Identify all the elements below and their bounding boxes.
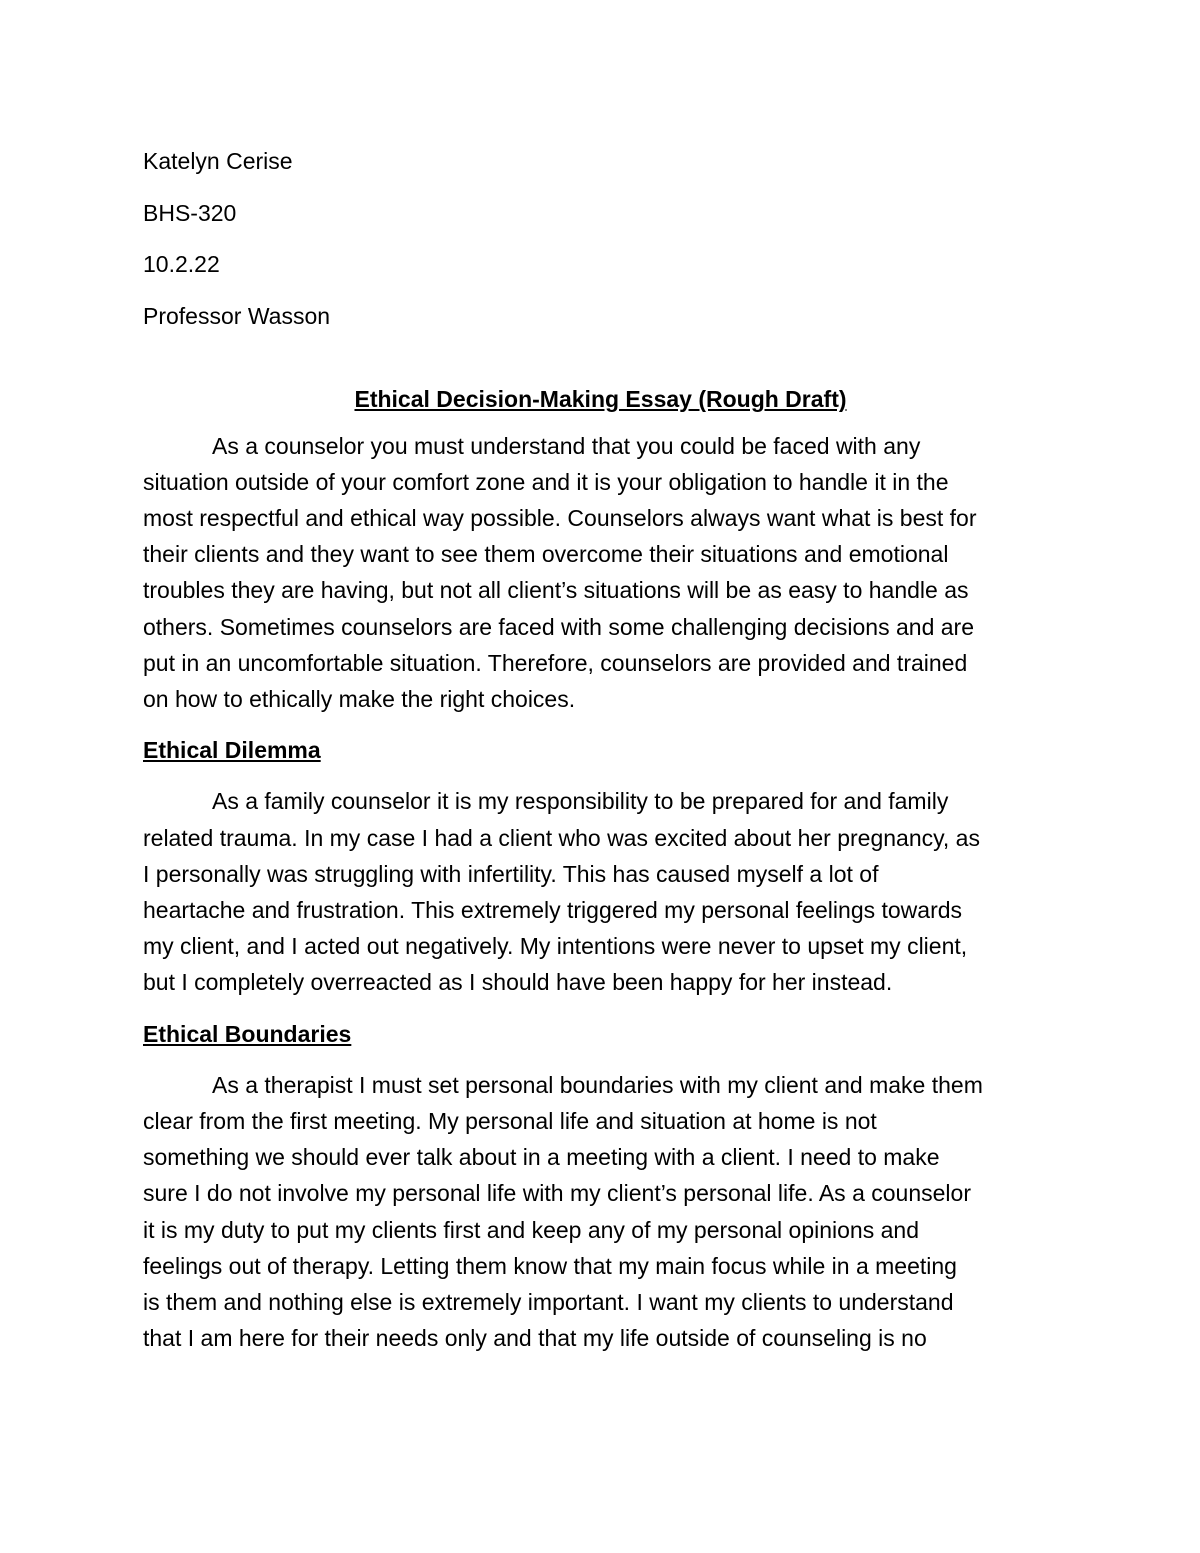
essay-title: Ethical Decision-Making Essay (Rough Draft) [354,386,847,413]
course-code: BHS-320 [143,199,237,226]
paragraph-line: put in an uncomfortable situation. Therefore, counselors are provided and trained [143,649,968,676]
paragraph-line: related trauma. In my case I had a client who was excited about her pregnancy, as [143,824,980,851]
paragraph-line: feelings out of therapy. Letting them know that my main focus while in a meeting [143,1252,957,1279]
paragraph-line: As a therapist I must set personal boundaries with my client and make them [212,1071,983,1098]
intro-paragraph [143,428,1058,718]
paragraph-line: it is my duty to put my clients first and keep any of my personal opinions and [143,1216,919,1243]
paragraph-line: troubles they are having, but not all client’s situations will be as easy to handle as [143,577,969,604]
ethical-dilemma-paragraph [143,783,1058,1000]
professor-name: Professor Wasson [143,303,331,330]
paragraph-line: on how to ethically make the right choices. [143,685,576,712]
paragraph-line: my client, and I acted out negatively. My intentions were never to upset my client, [143,933,968,960]
paragraph-line: others. Sometimes counselors are faced with some challenging decisions and are [143,613,974,640]
paragraph-line: something we should ever talk about in a meeting with a client. I need to make [143,1144,940,1171]
section-heading-ethical-boundaries: Ethical Boundaries [143,1020,352,1047]
paragraph-line: but I completely overreacted as I should have been happy for her instead. [143,969,893,996]
paragraph-line: that I am here for their needs only and that my life outside of counseling is no [143,1325,927,1352]
paragraph-line: I personally was struggling with infertility. This has caused myself a lot of [143,860,879,887]
paragraph-line: most respectful and ethical way possible. Counselors always want what is best for [143,504,977,531]
document-body [143,143,1058,1356]
date: 10.2.22 [143,251,220,278]
paragraph-line: sure I do not involve my personal life with my client’s personal life. As a counselor [143,1180,971,1207]
paragraph-line: As a counselor you must understand that you could be faced with any [212,432,921,459]
author-name: Katelyn Cerise [143,148,293,174]
paragraph-line: situation outside of your comfort zone and it is your obligation to handle it in the [143,468,949,495]
paragraph-line: is them and nothing else is extremely important. I want my clients to understand [143,1288,954,1315]
paragraph-line: heartache and frustration. This extremely triggered my personal feelings towards [143,896,963,923]
section-heading-ethical-dilemma: Ethical Dilemma [143,737,321,764]
paragraph-line: their clients and they want to see them overcome their situations and emotional [143,541,949,568]
ethical-boundaries-paragraph [143,1067,1058,1357]
paragraph-line: clear from the first meeting. My personal life and situation at home is not [143,1107,877,1134]
paragraph-line: As a family counselor it is my responsibility to be prepared for and family [212,788,949,815]
